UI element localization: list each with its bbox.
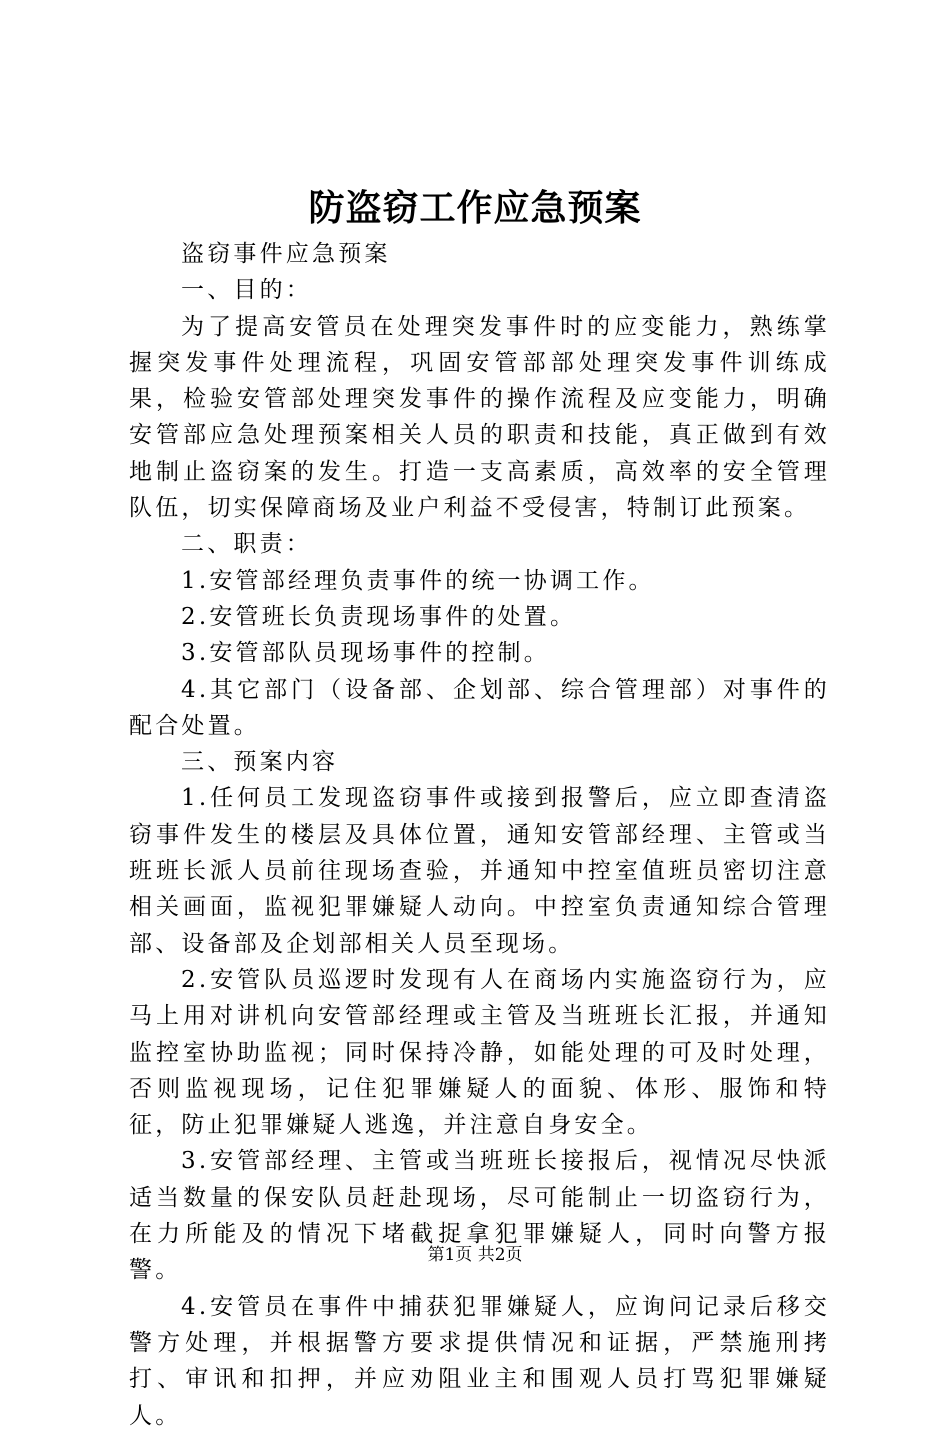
subtitle-paragraph: 盗窃事件应急预案 — [181, 241, 391, 267]
duty-item-1: 1.安管部经理负责事件的统一协调工作。 — [181, 567, 655, 594]
document-title: 防盗窃工作应急预案 — [308, 187, 642, 229]
duty-item-2: 2.安管班长负责现场事件的处置。 — [181, 603, 577, 630]
section-heading-purpose: 一、目的： — [181, 277, 312, 304]
duty-item-4: 4.其它部门（设备部、企划部、综合管理部）对事件的配合处置。 — [129, 676, 830, 739]
plan-item-4: 4.安管员在事件中捕获犯罪嫌疑人，应询问记录后移交警方处理，并根据警方要求提供情况和证据，严禁施刑拷打、审讯和扣押，并应劝阻业主和围观人员打骂犯罪嫌疑人。 — [129, 1293, 830, 1429]
section-heading-duties: 二、职责： — [181, 531, 312, 558]
purpose-paragraph: 为了提高安管员在处理突发事件时的应变能力，熟练掌握突发事件处理流程，巩固安管部部处理突发事件训练成果，检验安管部处理突发事件的操作流程及应变能力，明确安管部应急处理预案相关人员的职责和技能，真正做到有效地制止盗窃案的发生。打造一支高素质，高效率的安全管理队伍，切实保障商场及业户利益不受侵害，特制订此预案。 — [129, 313, 830, 522]
plan-item-3: 3.安管部经理、主管或当班班长接报后，视情况尽快派适当数量的保安队员赶赴现场，尽可能制止一切盗窃行为，在力所能及的情况下堵截捉拿犯罪嫌疑人，同时向警方报警。 — [129, 1148, 830, 1284]
duty-item-3: 3.安管部队员现场事件的控制。 — [181, 640, 550, 667]
section-heading-plan: 三、预案内容 — [181, 749, 339, 776]
plan-item-2: 2.安管队员巡逻时发现有人在商场内实施盗窃行为，应马上用对讲机向安管部经理或主管及当班班长汇报，并通知监控室协助监视；同时保持冷静，如能处理的可及时处理，否则监视现场，记住犯罪嫌疑人的面貌、体形、服饰和特征，防止犯罪嫌疑人逃逸，并注意自身安全。 — [129, 966, 830, 1139]
page-number-footer: 第1页 共2页 — [427, 1245, 523, 1265]
plan-item-1: 1.任何员工发现盗窃事件或接到报警后，应立即查清盗窃事件发生的楼层及具体位置，通知安管部经理、主管或当班班长派人员前往现场查验，并通知中控室值班员密切注意相关画面，监视犯罪嫌疑人动向。中控室负责通知综合管理部、设备部及企划部相关人员至现场。 — [129, 785, 830, 957]
